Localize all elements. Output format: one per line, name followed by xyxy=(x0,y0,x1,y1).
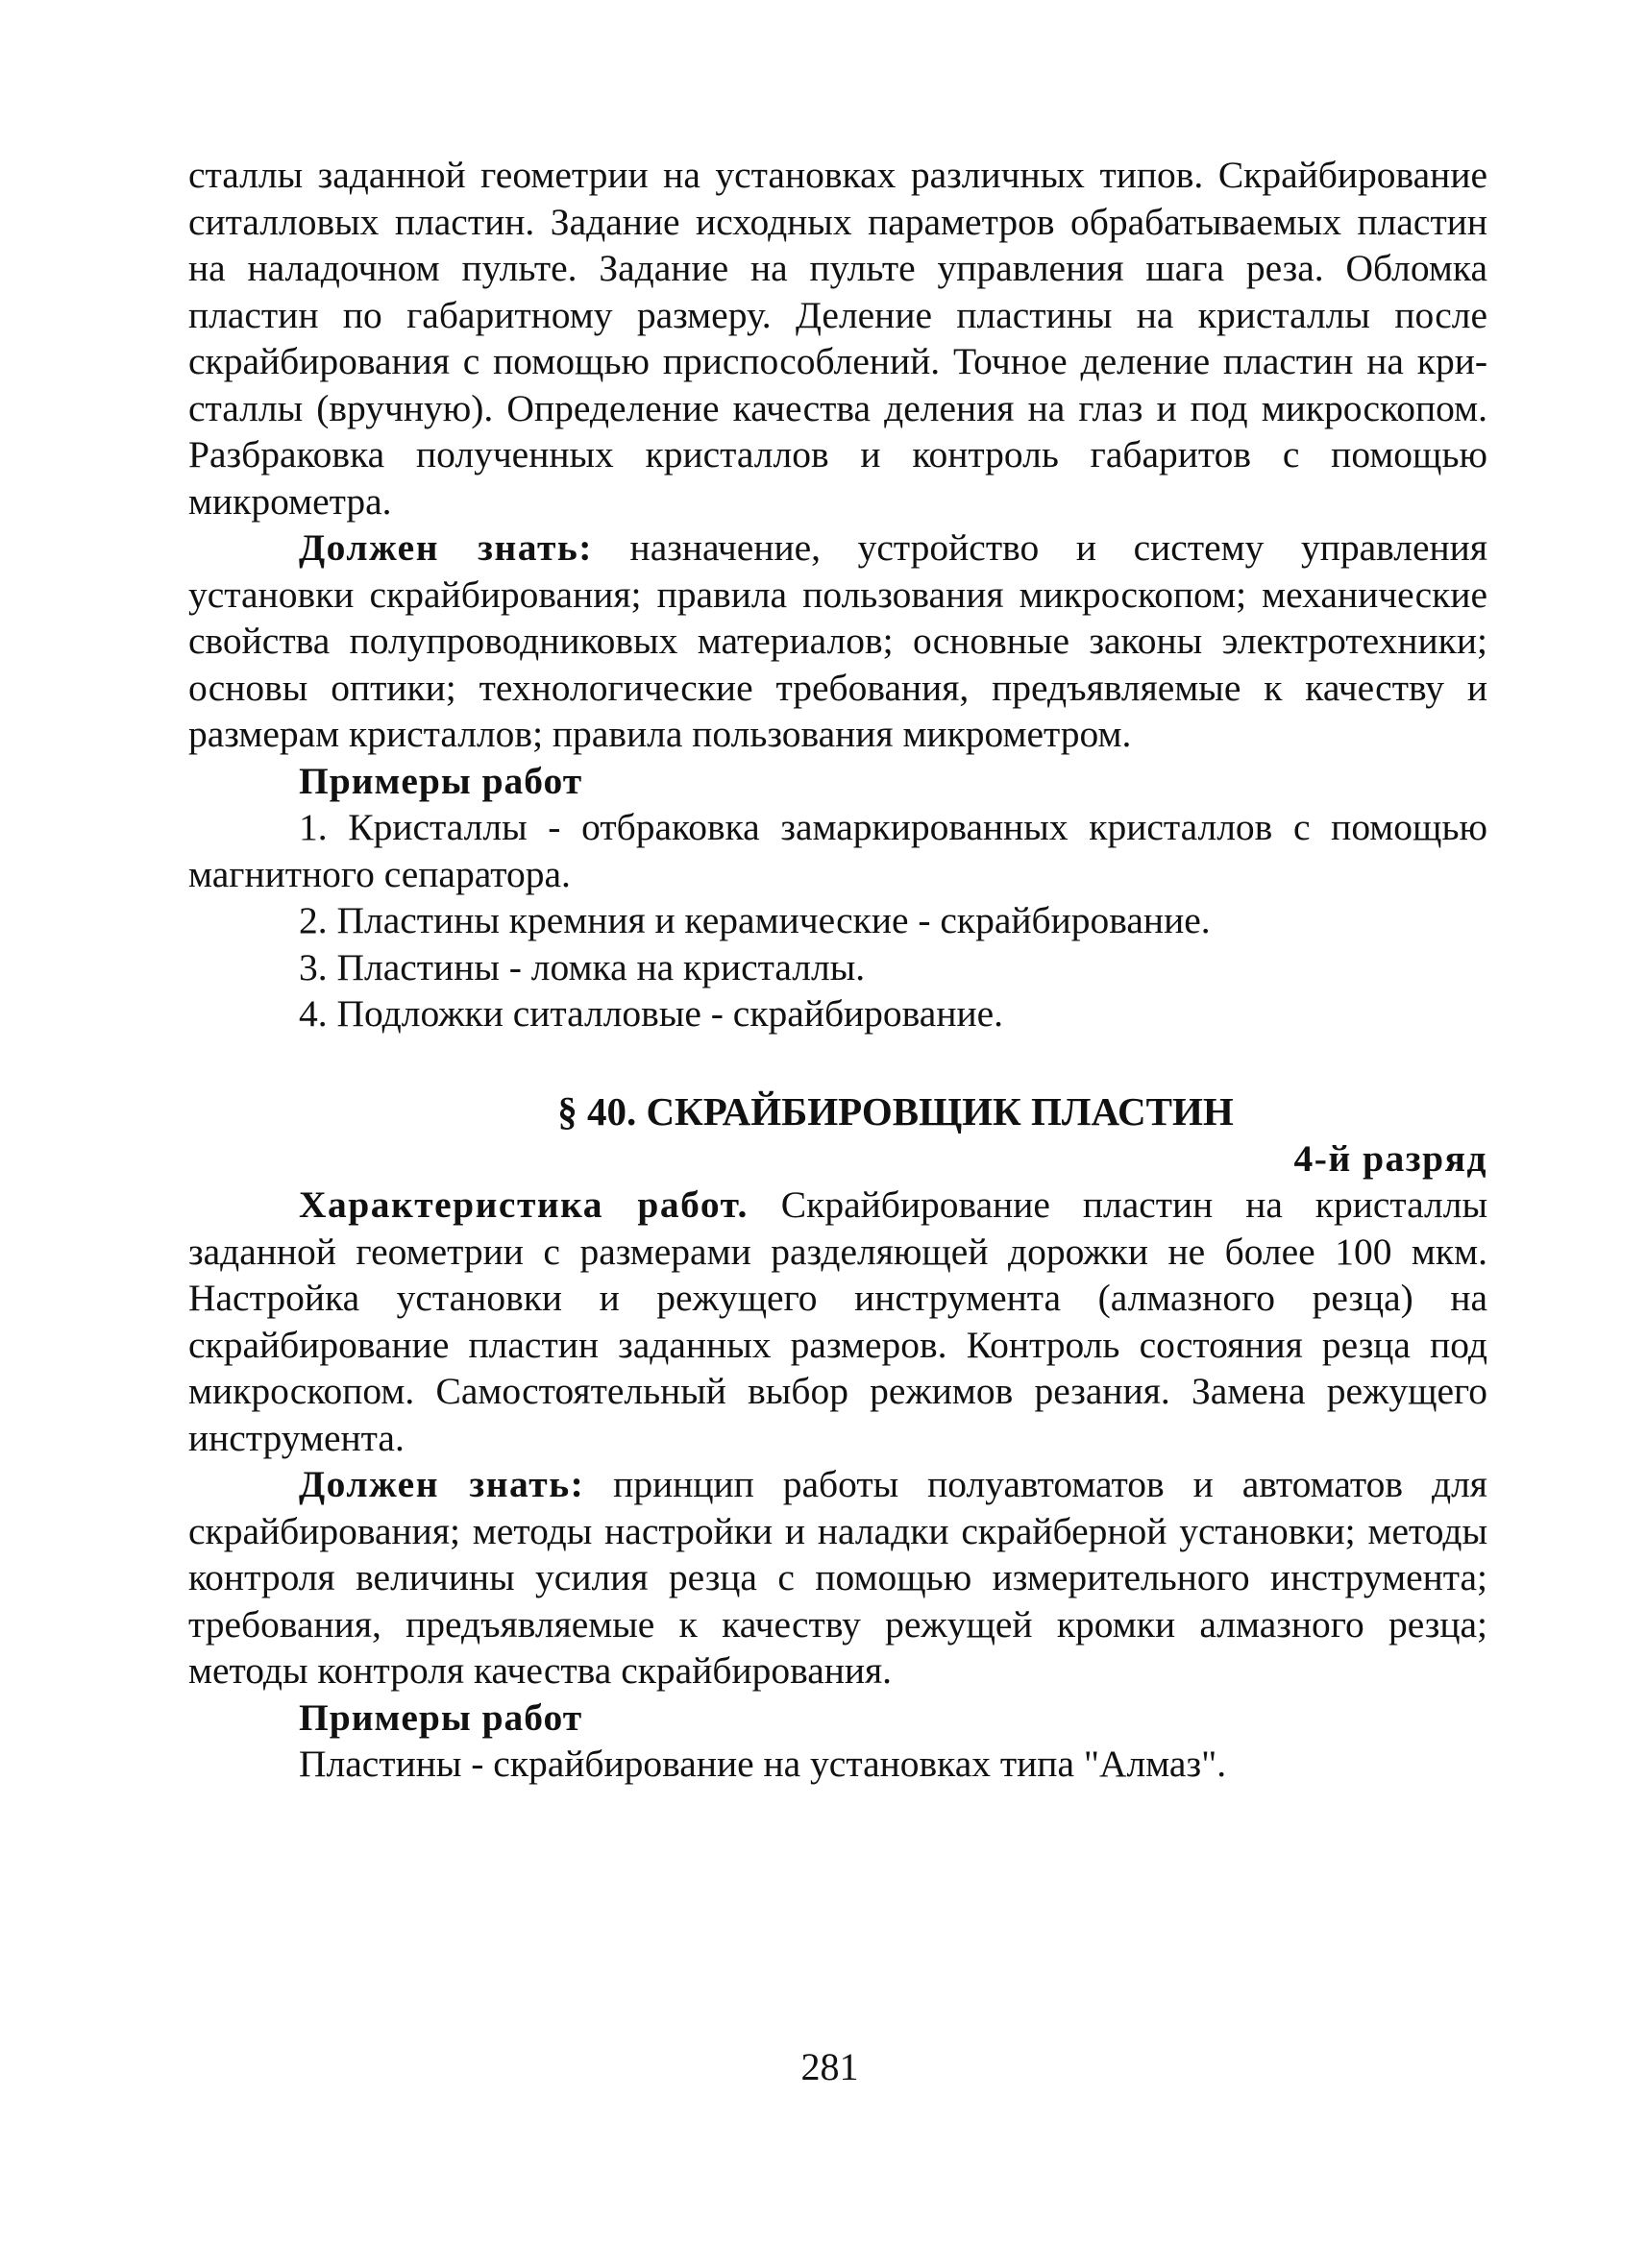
section-title: § 40. СКРАЙБИРОВЩИК ПЛАСТИН xyxy=(557,1088,1234,1134)
must-know-paragraph xyxy=(188,524,1487,758)
characteristics-label: Характеристика работ. xyxy=(299,1183,749,1226)
page-number: 281 xyxy=(800,2045,859,2088)
intro-paragraph: сталлы заданной геометрии на установках различных типов. Скрайбирование ситалловых пластин. Задание исходных параметров обрабатываемых пластин на наладочном пульте. Задание на пульте управления шага реза. Обломка пластин по габаритному размеру. Деление пластины на кристаллы после скрайбирования с помощью приспособлений. Точное деление пластин на кристаллы (вручную). Определение качества деления на глаз и под микроскопом. Разбраковка полученных кристаллов и контроль габаритов с помощью микрометра. xyxy=(188,154,1487,523)
must-know-text-2: принцип работы полуавтоматов и автоматов для скрайбирования; методы настройки и наладки скрайберной установки; методы контроля величины усилия резца с помощью измерительного инструмента; требования, предъявляемые к качеству режущей кромки алмазного резца; методы контроля качества скрайбирования. xyxy=(188,1463,1487,1692)
example-item: Пластины - скрайбирование на установках типа "Алмаз". xyxy=(299,1743,1227,1785)
characteristics-text: Скрайбирование пластин на кристаллы заданной геометрии с размерами разделяющей дорожки не более 100 мкм. Настройка установки и режущего инструмента (алмазного резца) на скрайбирование пластин заданных размеров. Контроль состояния резца под микроскопом. Самостоятельный выбор режимов резания. Замена режущего инструмента. xyxy=(188,1183,1487,1459)
grade-label: 4-й разряд xyxy=(1293,1136,1487,1180)
characteristics-paragraph xyxy=(188,1182,1487,1461)
must-know-label: Должен знать: xyxy=(299,526,593,569)
page-body xyxy=(188,152,1487,1788)
example-item: 4. Подложки ситалловые - скрайбирование. xyxy=(299,992,1004,1035)
must-know-paragraph-2 xyxy=(188,1461,1487,1695)
example-item: 1. Кристаллы - отбраковка замаркированных кристаллов с помощью магнитного сепаратора. xyxy=(188,806,1487,895)
examples-heading-2: Примеры работ xyxy=(299,1695,583,1739)
must-know-label-2: Должен знать: xyxy=(299,1463,585,1505)
examples-heading: Примеры работ xyxy=(299,759,583,802)
example-item: 3. Пластины - ломка на кристаллы. xyxy=(299,945,866,988)
example-item: 2. Пластины кремния и керамические - скрайбирование. xyxy=(299,899,1211,941)
must-know-text: назначение, устройство и систему управления установки скрайбирования; правила пользования микроскопом; механические свойства полупроводниковых материалов; основные законы электротехники; основы оптики; технологические требования, предъявляемые к качеству и размерам кристаллов; правила пользования микрометром. xyxy=(188,526,1487,755)
